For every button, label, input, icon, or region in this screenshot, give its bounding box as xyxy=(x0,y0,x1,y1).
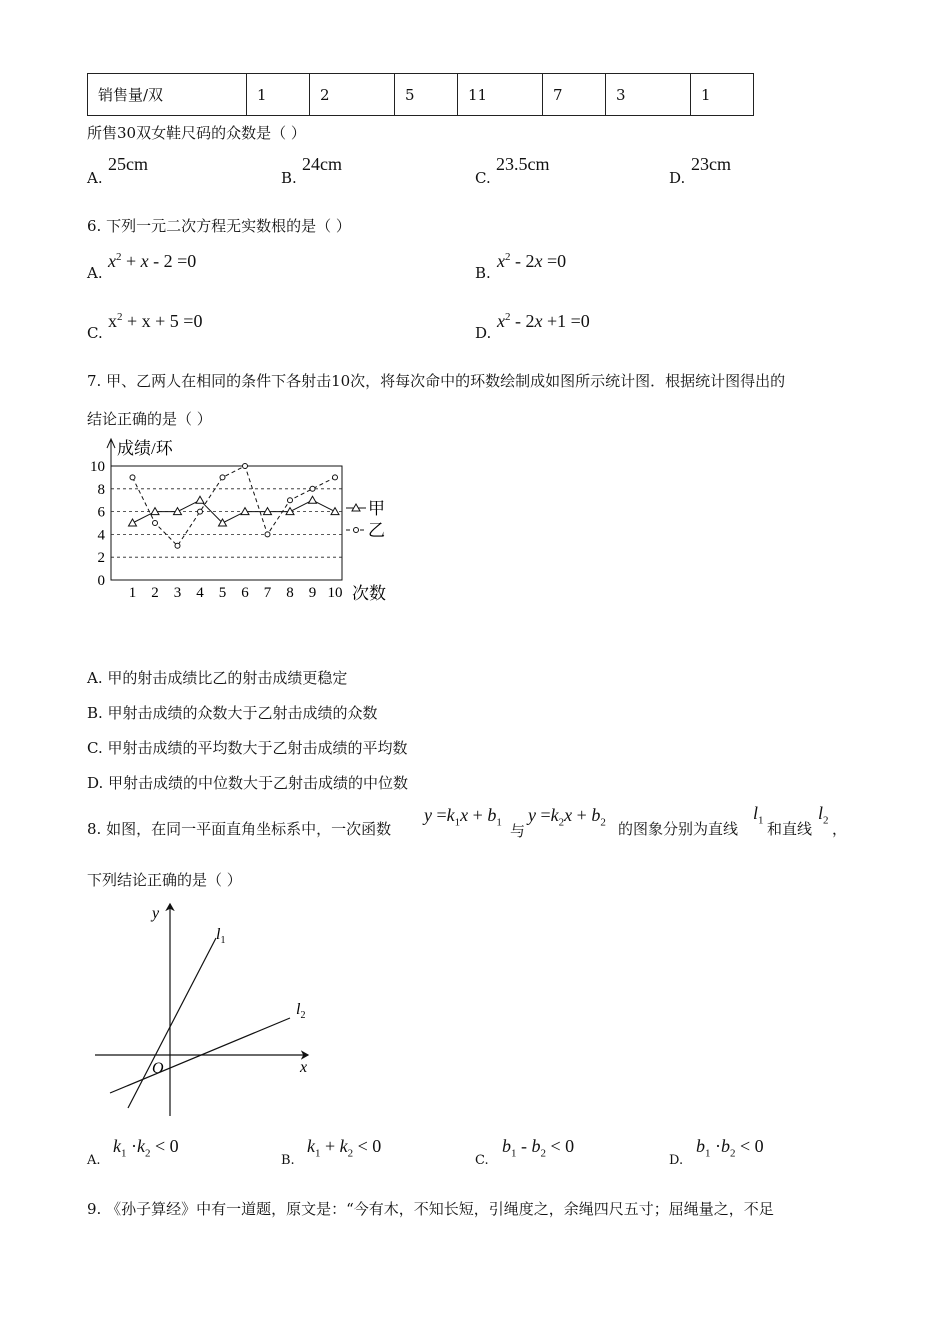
data-point-triangle xyxy=(196,496,204,503)
q8-option-c-formula: $b_1 - b_2 < 0$ xyxy=(502,1136,575,1160)
x-tick-label: 8 xyxy=(286,585,294,601)
q5-option-a-text: 25cm xyxy=(108,154,148,174)
data-point-circle xyxy=(175,543,180,548)
q6-option-c-formula: $x^2 + x + 5 =0$ xyxy=(108,311,203,331)
x-tick-label: 6 xyxy=(241,585,249,601)
q5-option-c-label: C. xyxy=(475,169,491,187)
q5-option-b-text: 24cm xyxy=(302,154,342,174)
q6-option-b-formula: $x^2 - 2x =0$ xyxy=(497,251,567,271)
q5-option-d-label: D. xyxy=(669,169,686,187)
q8-option-c-label: C. xyxy=(475,1153,489,1168)
data-point-circle xyxy=(243,464,248,469)
x-tick-label: 1 xyxy=(128,585,137,601)
y-tick-label: 4 xyxy=(97,527,105,544)
legend-label: 乙 xyxy=(368,521,385,540)
q6-stem: 6. 下列一元二次方程无实数根的是（ ） xyxy=(87,217,351,235)
x-axis-title: 次数 xyxy=(352,584,386,603)
q8-stem-suffix: 的图象分别为直线 xyxy=(618,820,739,838)
x-tick-label: 10 xyxy=(327,585,343,601)
table-cell: 1 xyxy=(691,74,754,116)
series-line-2 xyxy=(133,466,336,546)
data-point-triangle xyxy=(264,508,272,515)
table-cell: 1 xyxy=(247,74,310,116)
table-header-cell: 销售量/双 xyxy=(88,74,247,116)
legend-marker-circle xyxy=(354,528,359,533)
q5-option-a-label: A. xyxy=(87,169,103,187)
q8-stem-and: 和直线 xyxy=(767,820,813,838)
q5-option-d-text: 23cm xyxy=(691,154,731,174)
x-tick-label: 3 xyxy=(173,585,182,601)
table-row xyxy=(88,74,754,116)
sales-table xyxy=(87,73,754,116)
data-point-circle xyxy=(333,475,338,480)
y-axis-label: y xyxy=(152,905,160,922)
q8-line-l1-label: $l_1$ xyxy=(753,803,764,827)
q8-stem-mid: 与 xyxy=(510,822,526,840)
data-point-triangle xyxy=(286,508,294,515)
data-point-triangle xyxy=(174,508,182,515)
q6-option-d-formula: $x^2 - 2x +1 =0$ xyxy=(497,311,590,331)
table-cell: 2 xyxy=(310,74,395,116)
legend-label: 甲 xyxy=(368,499,385,518)
y-axis-title: 成绩/环 xyxy=(117,439,173,458)
q7-stem-line1: 7. 甲、乙两人在相同的条件下各射击10次，将每次命中的环数绘制成如图所示统计图．根据统计图得出的 xyxy=(87,372,786,390)
shooting-scores-chart xyxy=(80,432,420,612)
data-point-circle xyxy=(220,475,225,480)
q6-option-a-formula: $x^2 + x - 2 =0$ xyxy=(108,251,197,271)
q5-stem: 所售30双女鞋尺码的众数是（ ） xyxy=(87,124,306,142)
q6-option-c-label: C. xyxy=(87,324,103,342)
q8-option-b-formula: $k_1 + k_2 < 0$ xyxy=(307,1136,382,1160)
data-point-circle xyxy=(310,486,315,491)
x-tick-label: 9 xyxy=(308,585,317,601)
q8-stem-line2: 下列结论正确的是（ ） xyxy=(87,871,242,889)
data-point-circle xyxy=(153,521,158,526)
data-point-circle xyxy=(198,509,203,514)
q8-line-l2-label: $l_2$ xyxy=(818,803,829,827)
data-point-circle xyxy=(265,532,270,537)
line-l1 xyxy=(128,938,216,1108)
q7-option-d: D. 甲射击成绩的中位数大于乙射击成绩的中位数 xyxy=(87,774,409,792)
origin-label: O xyxy=(152,1060,164,1077)
linear-functions-graph xyxy=(90,898,330,1120)
table-cell: 5 xyxy=(395,74,458,116)
x-axis-label: x xyxy=(300,1059,308,1076)
q8-option-b-label: B. xyxy=(281,1153,295,1168)
l2-label: $l_2$ xyxy=(296,1001,306,1021)
x-tick-label: 7 xyxy=(263,585,272,601)
q7-option-a: A. 甲的射击成绩比乙的射击成绩更稳定 xyxy=(87,669,348,687)
q8-option-a-formula: $k_1 \cdot k_2 < 0$ xyxy=(113,1136,179,1160)
data-point-circle xyxy=(288,498,293,503)
x-tick-label: 2 xyxy=(151,585,159,601)
y-tick-label: 8 xyxy=(97,481,105,498)
table-cell: 11 xyxy=(458,74,543,116)
q6-option-a-label: A. xyxy=(87,264,103,282)
x-tick-label: 4 xyxy=(196,585,204,601)
data-point-triangle xyxy=(151,508,159,515)
q8-stem-prefix: 8. 如图，在同一平面直角坐标系中，一次函数 xyxy=(87,820,392,838)
plot-frame xyxy=(111,466,342,580)
q7-option-c: C. 甲射击成绩的平均数大于乙射击成绩的平均数 xyxy=(87,739,408,757)
q7-option-b: B. 甲射击成绩的众数大于乙射击成绩的众数 xyxy=(87,704,378,722)
q8-function-1: $y =k_1x + b_1$ xyxy=(424,805,502,829)
y-tick-label: 0 xyxy=(97,573,105,589)
table-cell: 7 xyxy=(543,74,606,116)
data-point-triangle xyxy=(331,508,339,515)
q8-option-d-label: D. xyxy=(669,1153,684,1168)
y-tick-label: 10 xyxy=(90,459,105,475)
y-tick-label: 2 xyxy=(97,550,105,567)
q6-option-b-label: B. xyxy=(475,264,491,282)
q6-option-d-label: D. xyxy=(475,324,492,342)
x-tick-label: 5 xyxy=(218,585,227,601)
data-point-circle xyxy=(130,475,135,480)
q8-option-d-formula: $b_1 \cdot b_2 < 0$ xyxy=(696,1136,764,1160)
y-tick-label: 6 xyxy=(97,504,105,521)
q7-stem-line2: 结论正确的是（ ） xyxy=(87,410,212,428)
q8-stem-comma: ， xyxy=(832,820,848,838)
data-point-triangle xyxy=(241,508,249,515)
q8-option-a-label: A. xyxy=(87,1153,101,1168)
q5-option-c-text: 23.5cm xyxy=(496,154,550,174)
q5-option-b-label: B. xyxy=(281,169,297,187)
q9-stem: 9. 《孙子算经》中有一道题，原文是：“今有木，不知长短，引绳度之，余绳四尺五寸；屈绳量之，不足 xyxy=(87,1200,774,1218)
q8-function-2: $y =k_2x + b_2$ xyxy=(528,805,606,829)
data-point-triangle xyxy=(129,519,137,526)
l1-label: $l_1$ xyxy=(216,926,226,946)
data-point-triangle xyxy=(309,496,317,503)
table-cell: 3 xyxy=(606,74,691,116)
